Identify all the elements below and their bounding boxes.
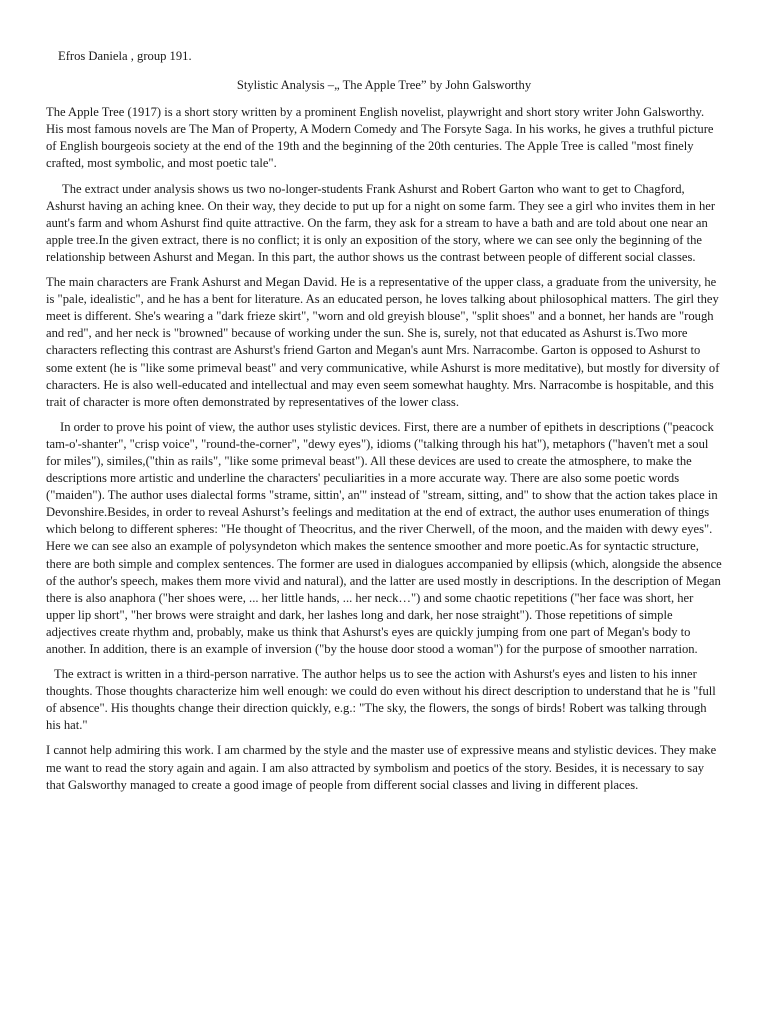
- paragraph-extract-summary: The extract under analysis shows us two no-longer-students Frank Ashurst and Robert Garton who want to get to Chagford, Ashurst having an aching knee. On their way, they decide to put up for a night on some farm. They see a girl who invites them in her aunt's farm and whom Ashurst find quite attractive. On the farm, they ask for a stream to have a bath and are told about one near an apple tree.In the given extract, there is no conflict; it is only an exposition of the story, where we can see only the beginning of the relationship between Ashurst and Megan. In this part, the author shows us the contrast between people of different social classes.: [46, 181, 716, 264]
- paragraph-conclusion: I cannot help admiring this work. I am charmed by the style and the master use of expressive means and stylistic devices. They make me want to read the story again and again. I am also attracted by symbolism and poetics of the story. Besides, it is necessary to say that Galsworthy managed to create a good image of people from different social classes and living in different places.: [46, 743, 717, 792]
- paragraph-main-characters: The main characters are Frank Ashurst and Megan David. He is a representative of the upper class, a graduate from the university, he is "pale, idealistic", and he has a bent for literature. As an educated person, he loves talking about philosophical matters. The girl they meet is different. She's wearing a "dark frieze skirt", "worn and old greyish blouse", "split shoes" and a bonnet, her hands are "rough and red", and her neck is "browned" because of working under the sun. She is, surely, not that educated as Ashurst is.Two more characters reflecting this contrast are Ashurst's friend Garton and Megan's aunt Mrs. Narracombe. Garton is opposed to Ashurst to some extent (he is "like some primeval beast" and very communicative, while Ashurst is more meditative), but mostly for diversity of characters. He is also well-educated and intellectual and may even seem somewhat haughty. Mrs. Narracombe is hospitable, and this trait of character is more often demonstrated by representatives of the lower class.: [46, 275, 720, 409]
- document-title: Stylistic Analysis –„ The Apple Tree” by John Galsworthy: [236, 78, 532, 93]
- document-page: [46, 48, 722, 802]
- paragraph-introduction: The Apple Tree (1917) is a short story written by a prominent English novelist, playwright and short story writer John Galsworthy. His most famous novels are The Man of Property, A Modern Comedy and The Forsyte Saga. In his works, he gives a truthful picture of English bourgeois society at the end of the 19th and the beginning of the 20th centuries. The Apple Tree is called "most finely crafted, most symbolic, and most poetic tale".: [46, 105, 714, 171]
- author-line: Efros Daniela , group 191.: [58, 49, 192, 63]
- paragraph-narrative: The extract is written in a third-person narrative. The author helps us to see the action with Ashurst's eyes and listen to his inner thoughts. Those thoughts characterize him well enough: we could do even without his direct description to understand that he is "full of absence". His thoughts change their direction quickly, e.g.: "The sky, the flowers, the songs of birds! Robert was talking through his hat.": [46, 667, 716, 733]
- paragraph-stylistic-devices: In order to prove his point of view, the author uses stylistic devices. First, there are a number of epithets in descriptions ("peacock tam-o'-shanter", "crisp voice", "round-the-corner", "dewy eyes"), idioms ("talking through his hat"), metaphors ("haven't met a soul for miles"), similes,("thin as rails", "like some primeval beast"). All these devices are used to create the atmosphere, to make the descriptions more artistic and underline the characters' peculiarities in a more accurate way. There are also some poetic words ("maiden"). The author uses dialectal forms "strame, sittin', an'" instead of "stream, sitting, and" to show that the action takes place in Devonshire.Besides, in order to reveal Ashurst’s feelings and meditation at the end of extract, the author uses enumeration of things which belong to different spheres: "He thought of Theocritus, and the river Cherwell, of the moon, and the maiden with dewy eyes". Here we can see also an example of polysyndeton which makes the sentence smoother and more poetic.As for syntactic structure, there are both simple and complex sentences. The former are used in dialogues accompanied by ellipsis (which, alongside the absence of the author's speech, makes them more vivid and natural), and the latter are used mostly in descriptions. In the description of Megan there is also anaphora ("her shoes were, ... her little hands, ... her neck…") and some chaotic repetitions ("her face was short, her upper lip short", "her brows were straight and dark, her lashes long and dark, her nose straight"). Those repetitions of simple adjectives create rhythm and, probably, make us think that Ashurst's eyes are quickly jumping from one part of Megan's body to another. In addition, there is an example of inversion ("by the house door stood a woman") for the purpose of smoother narration.: [46, 419, 722, 656]
